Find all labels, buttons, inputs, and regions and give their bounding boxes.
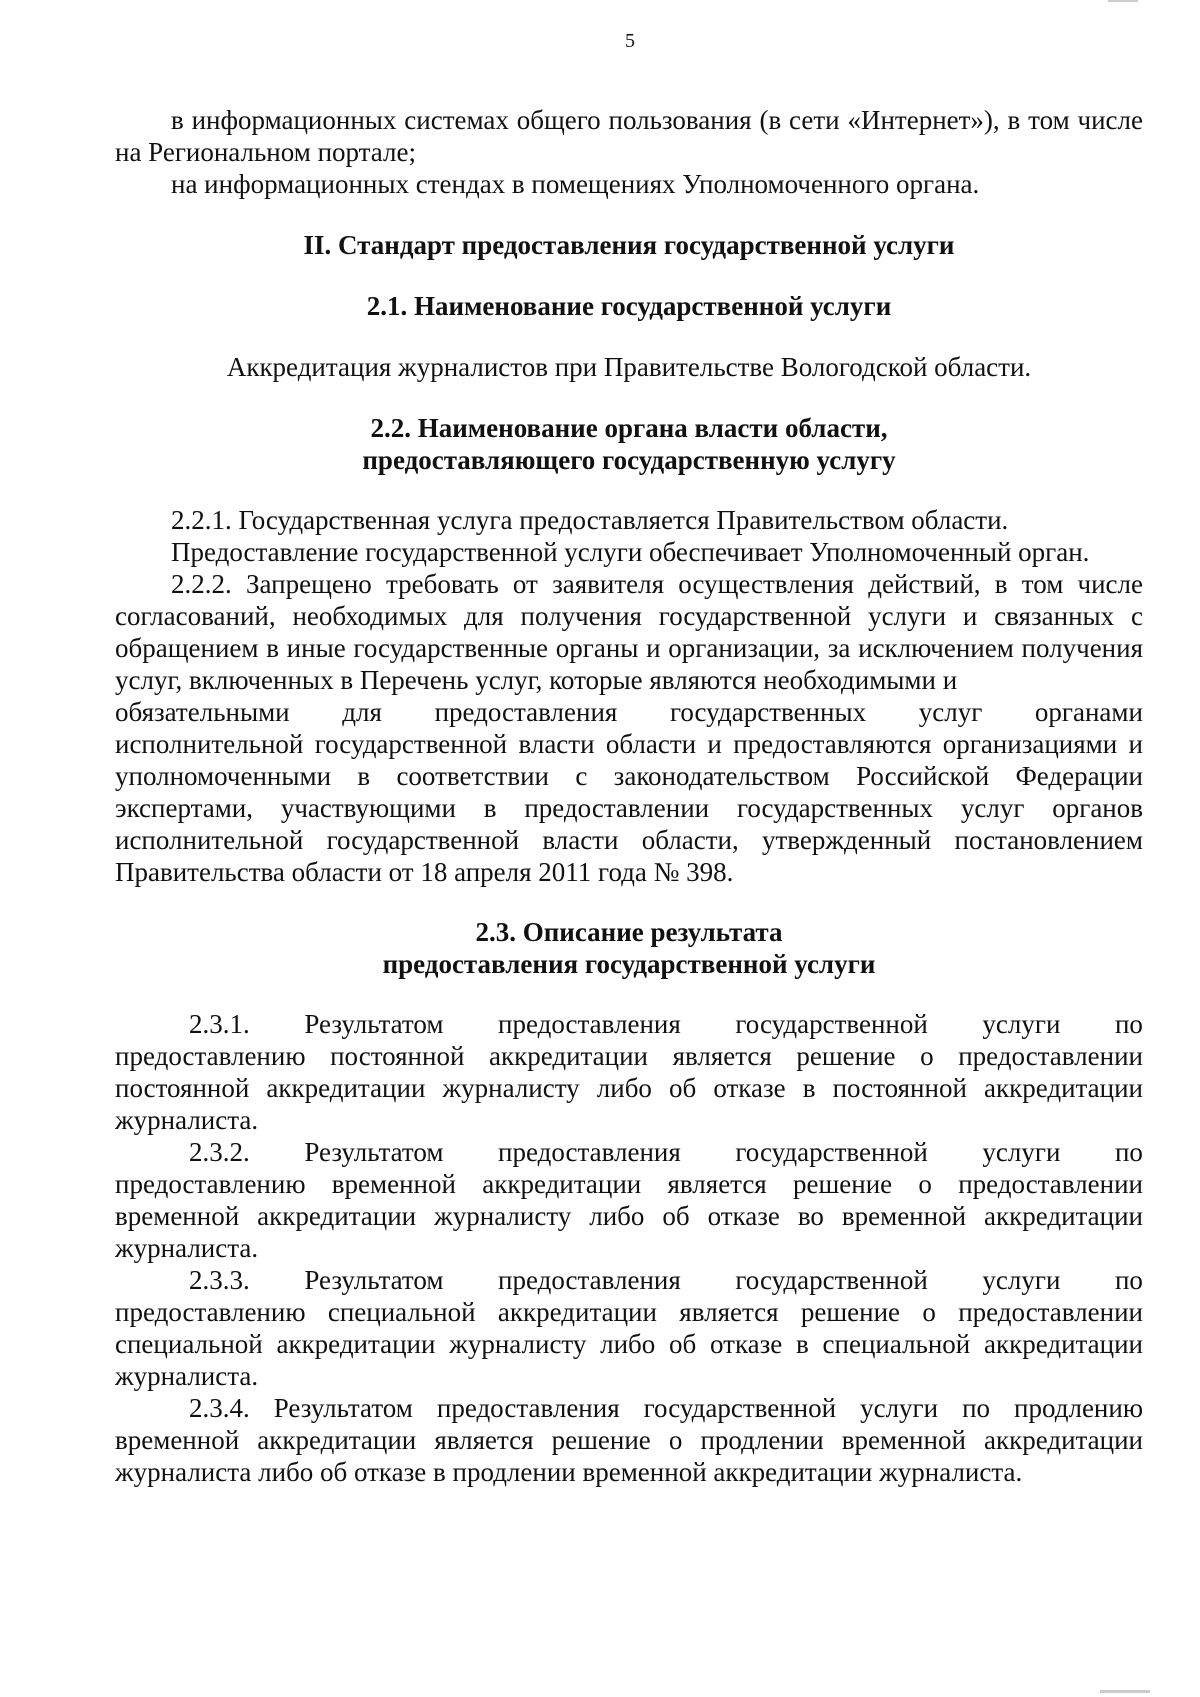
word: для	[342, 697, 382, 727]
section-2-1-text: Аккредитация журналистов при Правительстве Вологодской области.	[226, 352, 1032, 382]
paragraph-2-2-2-justified-line	[115, 696, 1143, 728]
paragraph-2-2-2-part-1: 2.2.2. Запрещено требовать от заявителя осуществления действий, в том числе согласований, необходимых для получения государственной услуги и связанных с обращением в иные государственные органы и организации, за исключением получения услуг, включенных в Перечень услуг, которые являются необходимыми и	[115, 569, 1143, 695]
paragraph-2-2-1: 2.2.1. Государственная услуга предоставляется Правительством области.	[171, 505, 1009, 535]
intro-paragraph-1: в информационных системах общего пользования (в сети «Интернет»), в том числе на Региональном портале;	[115, 105, 1143, 167]
word: услуги	[982, 1137, 1061, 1167]
paragraph-first-line	[115, 1264, 1143, 1296]
word: предоставления	[434, 697, 618, 727]
section-2-3-title-line-2: предоставления государственной услуги	[382, 949, 876, 979]
word: 2.3.3.	[189, 1265, 250, 1295]
word: обязательными	[115, 697, 290, 727]
paragraph-rest: предоставлению специальной аккредитации является решение о предоставлении специальной аккредитации журналисту либо об отказе в специальной аккредитации журналиста.	[115, 1297, 1143, 1391]
word: органами	[1034, 697, 1143, 727]
word: Результатом	[304, 1137, 444, 1167]
word: Результатом	[304, 1265, 444, 1295]
paragraph-rest: предоставлению временной аккредитации является решение о предоставлении временной аккредитации журналисту либо об отказе во временной аккредитации журналиста.	[115, 1169, 1143, 1263]
word: предоставления	[498, 1265, 681, 1295]
section-2-2-title-line-2: предоставляющего государственную услугу	[362, 445, 896, 475]
paragraph-rest: предоставлению постоянной аккредитации является решение о предоставлении постоянной аккредитации журналисту либо об отказе в постоянной аккредитации журналиста.	[115, 1041, 1143, 1135]
word: услуг	[918, 697, 983, 727]
word: по	[1114, 1009, 1143, 1039]
word: государственной	[735, 1265, 928, 1295]
section-2-title: II. Стандарт предоставления государственной услуги	[303, 230, 955, 260]
word: Результатом	[304, 1009, 444, 1039]
word: государственных	[669, 697, 867, 727]
scan-artifact	[1108, 0, 1138, 2]
paragraph-2-3-2	[115, 1136, 1143, 1264]
paragraph-first-line	[115, 1136, 1143, 1168]
section-2-1-title: 2.1. Наименование государственной услуги	[366, 291, 892, 321]
word: государственной	[735, 1137, 928, 1167]
paragraph-2-3-4: 2.3.4. Результатом предоставления государственной услуги по продлению временной аккредитации является решение о продлении временной аккредитации журналиста либо об отказе в продлении временной аккредитации журналиста.	[115, 1393, 1143, 1487]
section-2-2-title-line-1: 2.2. Наименование органа власти области,	[370, 413, 888, 443]
word: государственной	[735, 1009, 928, 1039]
paragraph-first-line	[115, 1008, 1143, 1040]
document-body	[115, 104, 1143, 1488]
word: по	[1114, 1265, 1143, 1295]
intro-paragraph-2: на информационных стендах в помещениях Уполномоченного органа.	[171, 169, 980, 199]
word: услуги	[982, 1009, 1061, 1039]
word: предоставления	[498, 1137, 681, 1167]
paragraph-2-3-1	[115, 1008, 1143, 1136]
paragraph-2-3-3	[115, 1264, 1143, 1392]
paragraph-2-2-2-part-2: исполнительной государственной власти области и предоставляются организациями и уполномоченными в соответствии с законодательством Российской Федерации экспертами, участвующими в предоставлении государственных услуг органов исполнительной государственной власти области, утвержденный постановлением Правительства области от 18 апреля 2011 года № 398.	[115, 729, 1143, 887]
page-number: 5	[625, 30, 635, 52]
word: 2.3.2.	[189, 1137, 250, 1167]
section-2-3-title-line-1: 2.3. Описание результата	[475, 917, 783, 947]
scan-artifact	[1100, 1690, 1150, 1693]
word: по	[1114, 1137, 1143, 1167]
word: предоставления	[498, 1009, 681, 1039]
word: услуги	[982, 1265, 1061, 1295]
paragraph-2-2-1-second: Предоставление государственной услуги обеспечивает Уполномоченный орган.	[171, 537, 1090, 567]
word: 2.3.1.	[189, 1009, 250, 1039]
